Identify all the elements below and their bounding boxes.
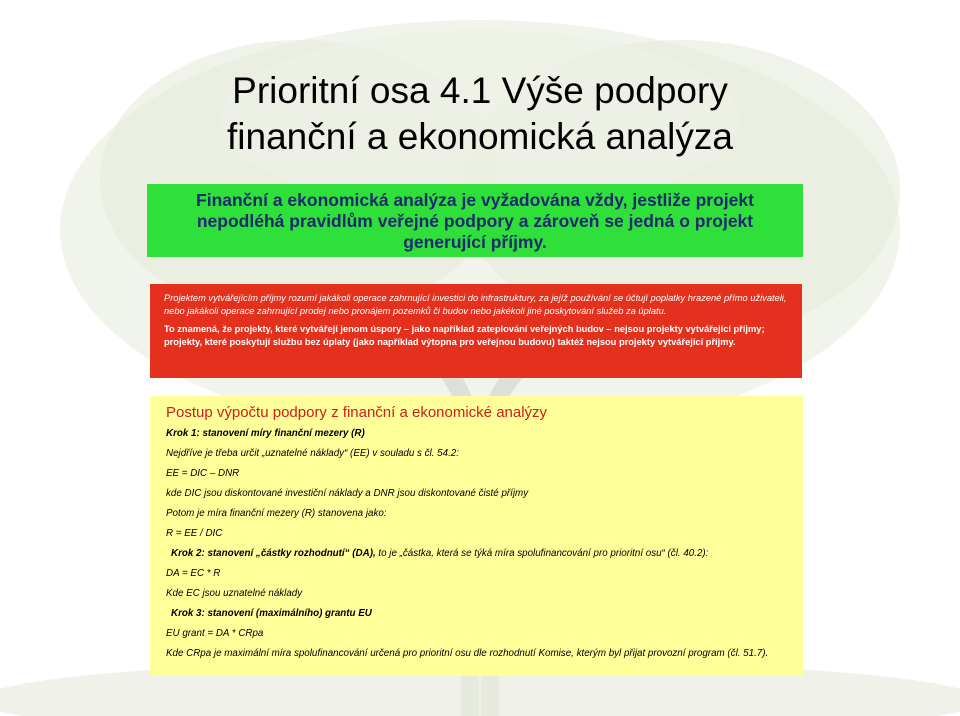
- red-definition-box: [150, 284, 802, 378]
- procedure-line: Krok 2: stanovení „částky rozhodnutí“ (DA), to je „částka, která se týká míra spolufinancování pro prioritní osu“ (čl. 40.2):: [171, 548, 709, 559]
- procedure-line: Kde EC jsou uznatelné náklady: [166, 588, 303, 599]
- procedure-line: kde DIC jsou diskontované investiční náklady a DNR jsou diskontované čisté příjmy: [166, 488, 529, 499]
- procedure-line: EU grant = DA * CRpa: [166, 628, 264, 639]
- procedure-line: Kde CRpa je maximální míra spolufinancování určená pro prioritní osu dle rozhodnutí Komise, kterým byl přijat provozní program (čl. 51.7).: [166, 648, 769, 659]
- title-line-1: Prioritní osa 4.1 Výše podpory: [232, 70, 728, 111]
- green-callout-text: Finanční a ekonomická analýza je vyžadována vždy, jestliže projekt nepodléhá pravidlům veřejné podpory a zároveň se jedná o projekt generující příjmy.: [196, 190, 754, 252]
- definition-paragraph-2: To znamená, že projekty, které vytvářejí jenom úspory – jako například zateplování veřejných budov – nejsou projekty vytvářející příjmy; projekty, které poskytují službu bez úplaty (jako například výtopna pro veřejnou budovu) taktéž nejsou projekty vytvářející příjmy.: [164, 324, 765, 347]
- procedure-line: EE = DIC – DNR: [166, 468, 240, 479]
- procedure-line: Krok 1: stanovení míry finanční mezery (R): [166, 428, 365, 439]
- procedure-line: Potom je míra finanční mezery (R) stanovena jako:: [166, 508, 387, 519]
- procedure-line: R = EE / DIC: [166, 528, 223, 539]
- yellow-procedure-box: [150, 396, 803, 676]
- procedure-lines: [162, 428, 791, 660]
- page-title: [150, 68, 810, 160]
- green-callout-box: [147, 184, 803, 257]
- procedure-line: Nejdříve je třeba určit „uznatelné náklady“ (EE) v souladu s čl. 54.2:: [166, 448, 459, 459]
- procedure-line: DA = EC * R: [166, 568, 221, 579]
- title-line-2: finanční a ekonomická analýza: [227, 116, 733, 157]
- definition-paragraph-1: Projektem vytvářejícím příjmy rozumí jakákoli operace zahrnující investici do infrastruktury, za jejíž používání se účtují poplatky hrazené přímo uživateli, nebo jakákoli operace zahrnující prodej nebo pronájem pozemků či budov nebo jakékoli jiné poskytování služeb za úplatu.: [164, 293, 787, 316]
- procedure-heading: Postup výpočtu podpory z finanční a ekonomické analýzy: [166, 404, 548, 421]
- procedure-line: Krok 3: stanovení (maximálního) grantu EU: [171, 608, 372, 619]
